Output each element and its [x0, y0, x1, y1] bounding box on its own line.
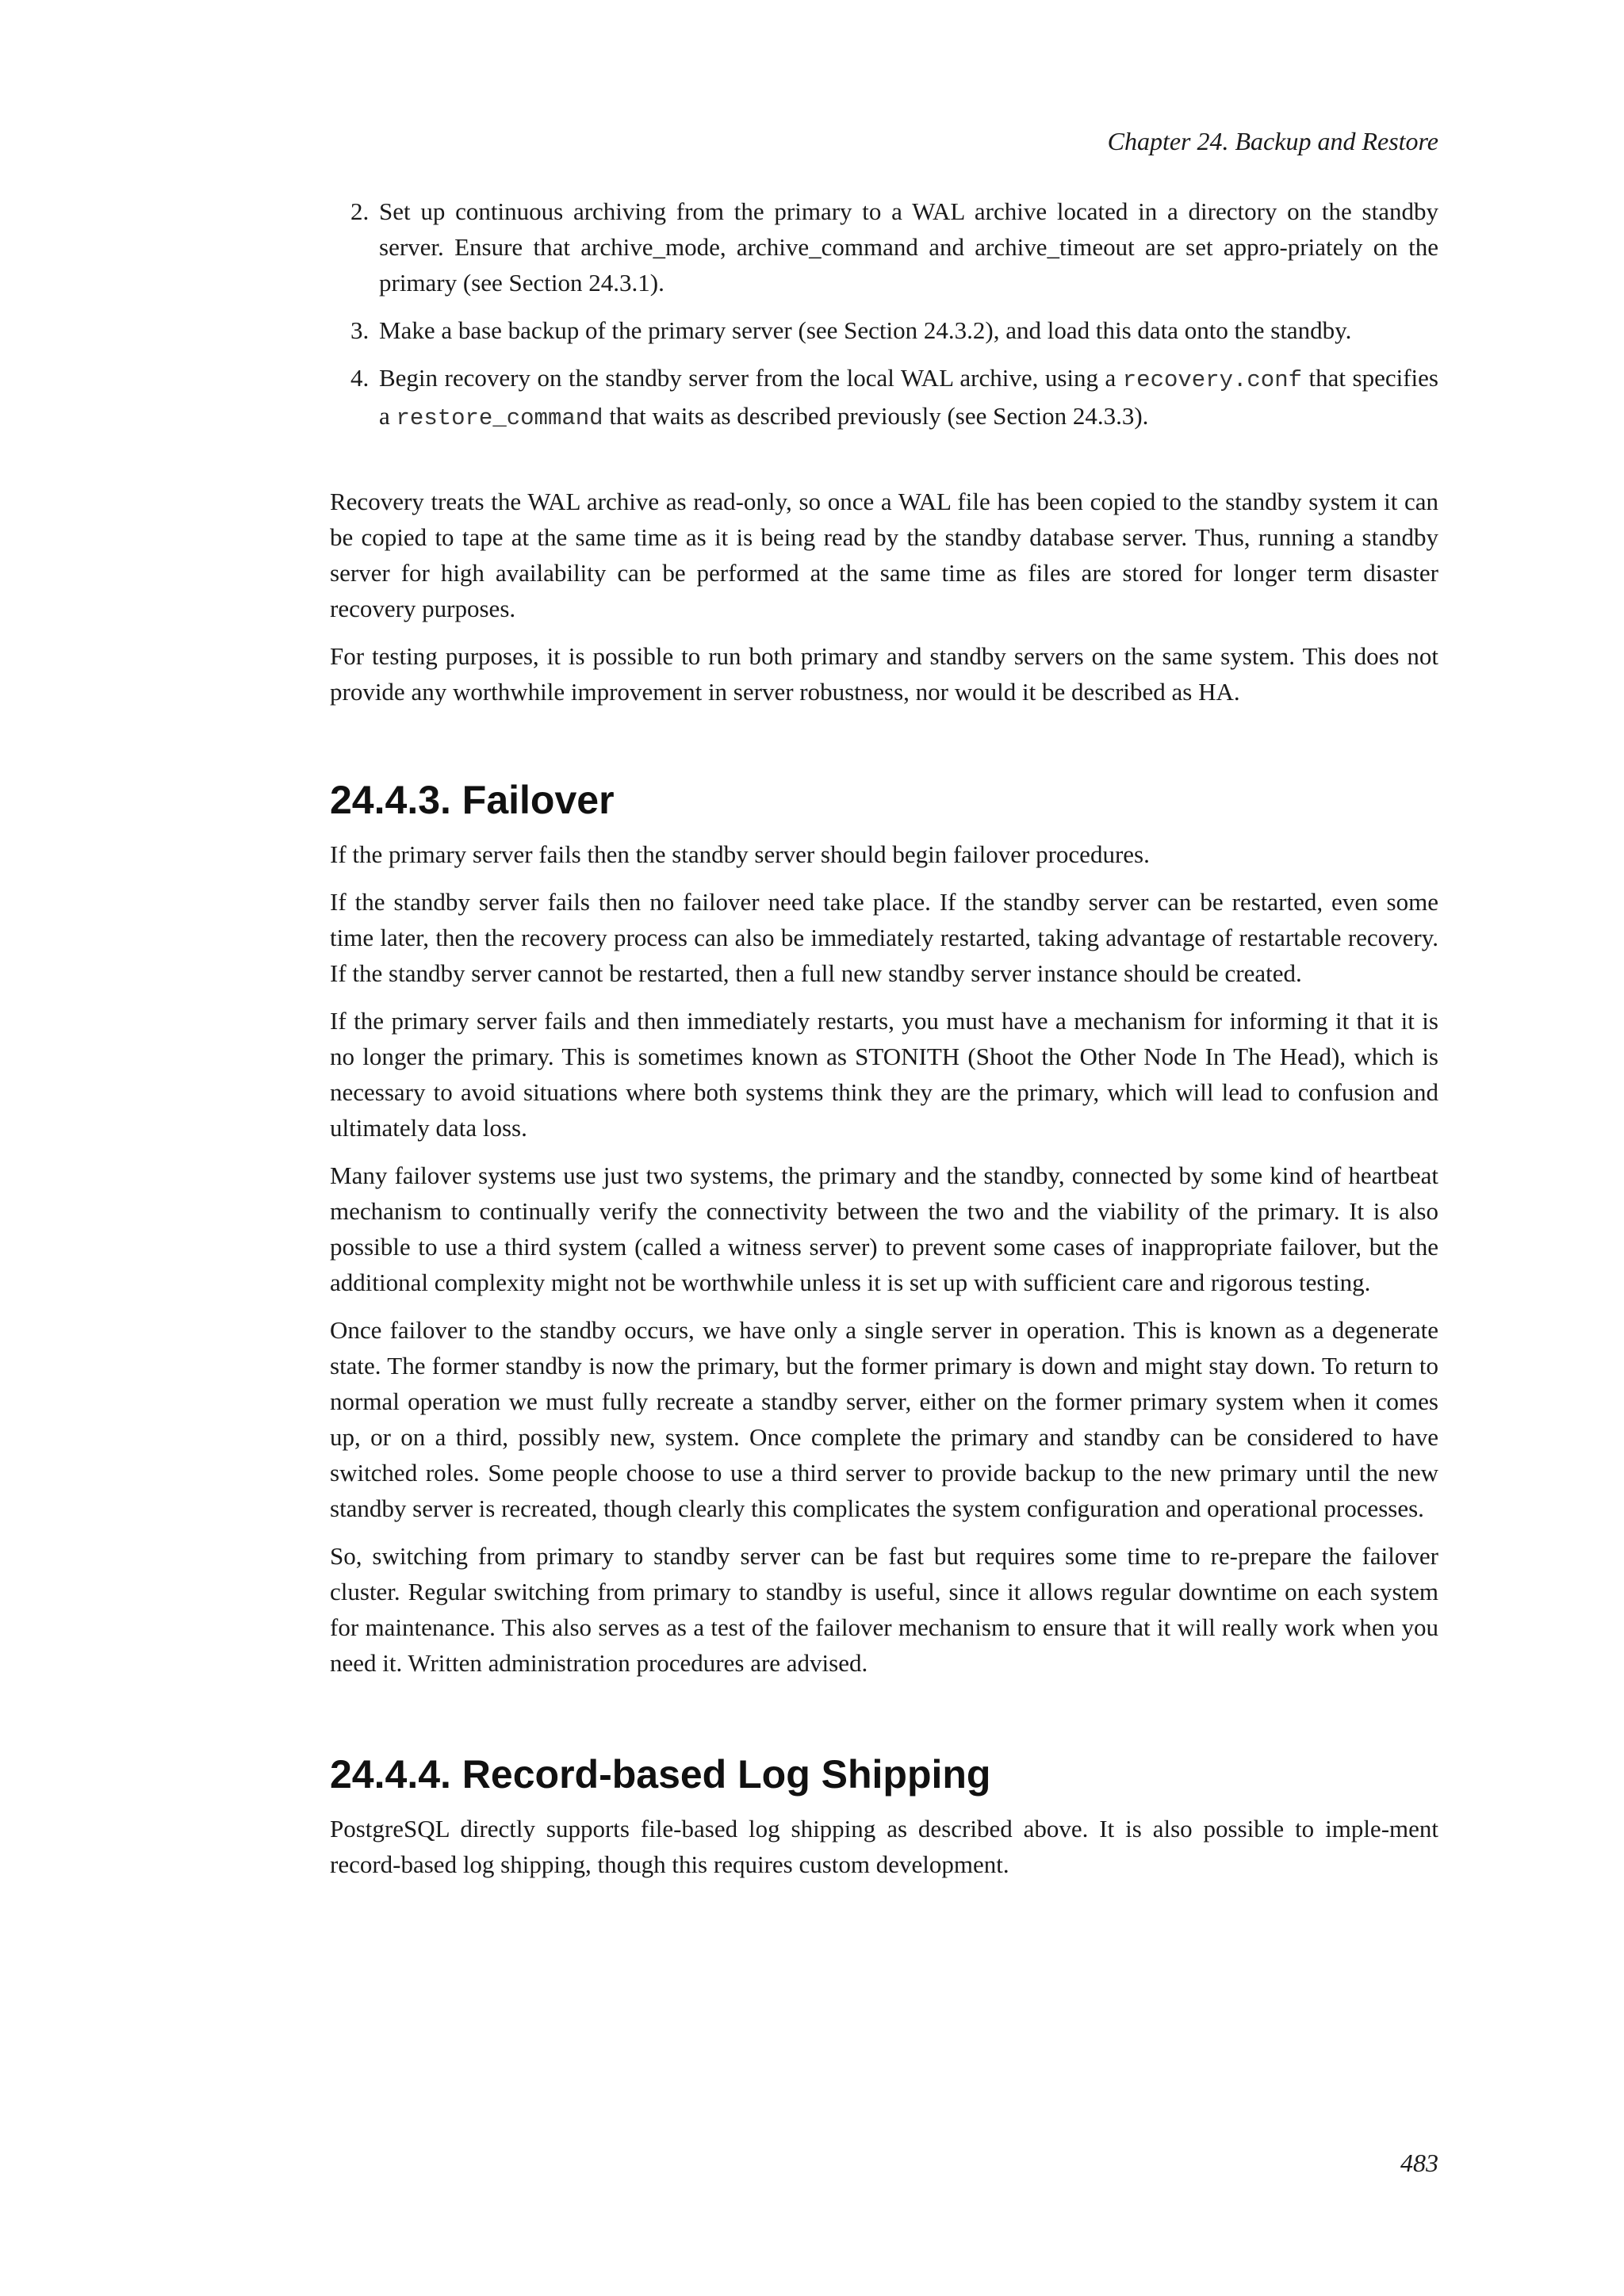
list-item-number: 2.	[350, 197, 370, 225]
section-heading-record-based-log-shipping: 24.4.4. Record-based Log Shipping	[330, 1752, 991, 1797]
list-item-number: 4.	[350, 364, 370, 392]
body-paragraph: If the primary server fails then the standby server should begin failover procedures.	[330, 840, 1150, 868]
procedure-steps	[330, 193, 1438, 436]
page-content	[330, 193, 1438, 1894]
body-paragraph: If the standby server fails then no failover need take place. If the standby server can be restarted, even some time later, then the recovery process can also be immediately restarted, taking advantage of restartable recovery. If the standby server cannot be restarted, then a full new standby server instance should be created.	[330, 888, 1438, 987]
body-paragraph: Many failover systems use just two systems, the primary and the standby, connected by some kind of heartbeat mechanism to continually verify the connectivity between the two and the viability of the primary. It is also possible to use a third system (called a witness server) to prevent some cases of inappropriate failover, but the additional complexity might not be worthwhile unless it is set up with sufficient care and rigorous testing.	[330, 1161, 1438, 1296]
list-item-text: that specifies a	[379, 364, 1438, 430]
body-paragraph: Recovery treats the WAL archive as read-only, so once a WAL file has been copied to the standby system it can be copied to tape at the same time as it is being read by the standby database server. Thus, running a standby server for high availability can be performed at the same time as files are stored for longer term disaster recovery purposes.	[330, 488, 1438, 622]
body-paragraph: Once failover to the standby occurs, we have only a single server in operation. This is known as a degenerate state. The former standby is now the primary, but the former primary is down and might stay down. To return to normal operation we must fully recreate a standby server, either on the former primary system when it comes up, or on a third, possibly new, system. Once complete the primary and standby can be considered to have switched roles. Some people choose to use a third server to provide backup to the new primary until the new standby server is recreated, though clearly this complicates the system configuration and operational processes.	[330, 1316, 1438, 1522]
list-item	[330, 193, 1438, 300]
list-item-number: 3.	[350, 316, 370, 344]
page-number: 483	[1400, 2149, 1438, 2177]
section-heading-failover: 24.4.3. Failover	[330, 778, 615, 822]
list-item-text: Make a base backup of the primary server (see Section 24.3.2), and load this data onto the standby.	[379, 316, 1352, 344]
list-item	[330, 312, 1438, 348]
body-paragraph: If the primary server fails and then immediately restarts, you must have a mechanism for informing it that it is no longer the primary. This is sometimes known as STONITH (Shoot the Other Node In The Head), which is necessary to avoid situations where both systems think they are the primary, which will lead to confusion and ultimately data loss.	[330, 1007, 1438, 1142]
list-item-text: Begin recovery on the standby server from the local WAL archive, using a	[379, 364, 1123, 392]
list-item-text: Set up continuous archiving from the primary to a WAL archive located in a directory on the standby server. Ensure that archive_mode, archive_command and archive_timeout are set appro-priately on the primary (see Section 24.3.1).	[379, 197, 1438, 297]
body-paragraph: For testing purposes, it is possible to run both primary and standby servers on the same system. This does not provide any worthwhile improvement in server robustness, nor would it be described as HA.	[330, 642, 1438, 706]
body-paragraph: PostgreSQL directly supports file-based log shipping as described above. It is also possible to imple-ment record-based log shipping, though this requires custom development.	[330, 1815, 1438, 1878]
list-item-text: that waits as described previously (see Section 24.3.3).	[603, 402, 1149, 430]
list-item	[330, 360, 1438, 436]
inline-code-recovery-conf: recovery.conf	[1122, 367, 1303, 393]
running-header: Chapter 24. Backup and Restore	[1107, 127, 1438, 155]
body-paragraph: So, switching from primary to standby server can be fast but requires some time to re-prepare the failover cluster. Regular switching from primary to standby is useful, since it allows regular downtime on each system for maintenance. This also serves as a test of the failover mechanism to ensure that it will really work when you need it. Written administration procedures are advised.	[330, 1542, 1438, 1677]
inline-code-restore-command: restore_command	[396, 405, 603, 431]
